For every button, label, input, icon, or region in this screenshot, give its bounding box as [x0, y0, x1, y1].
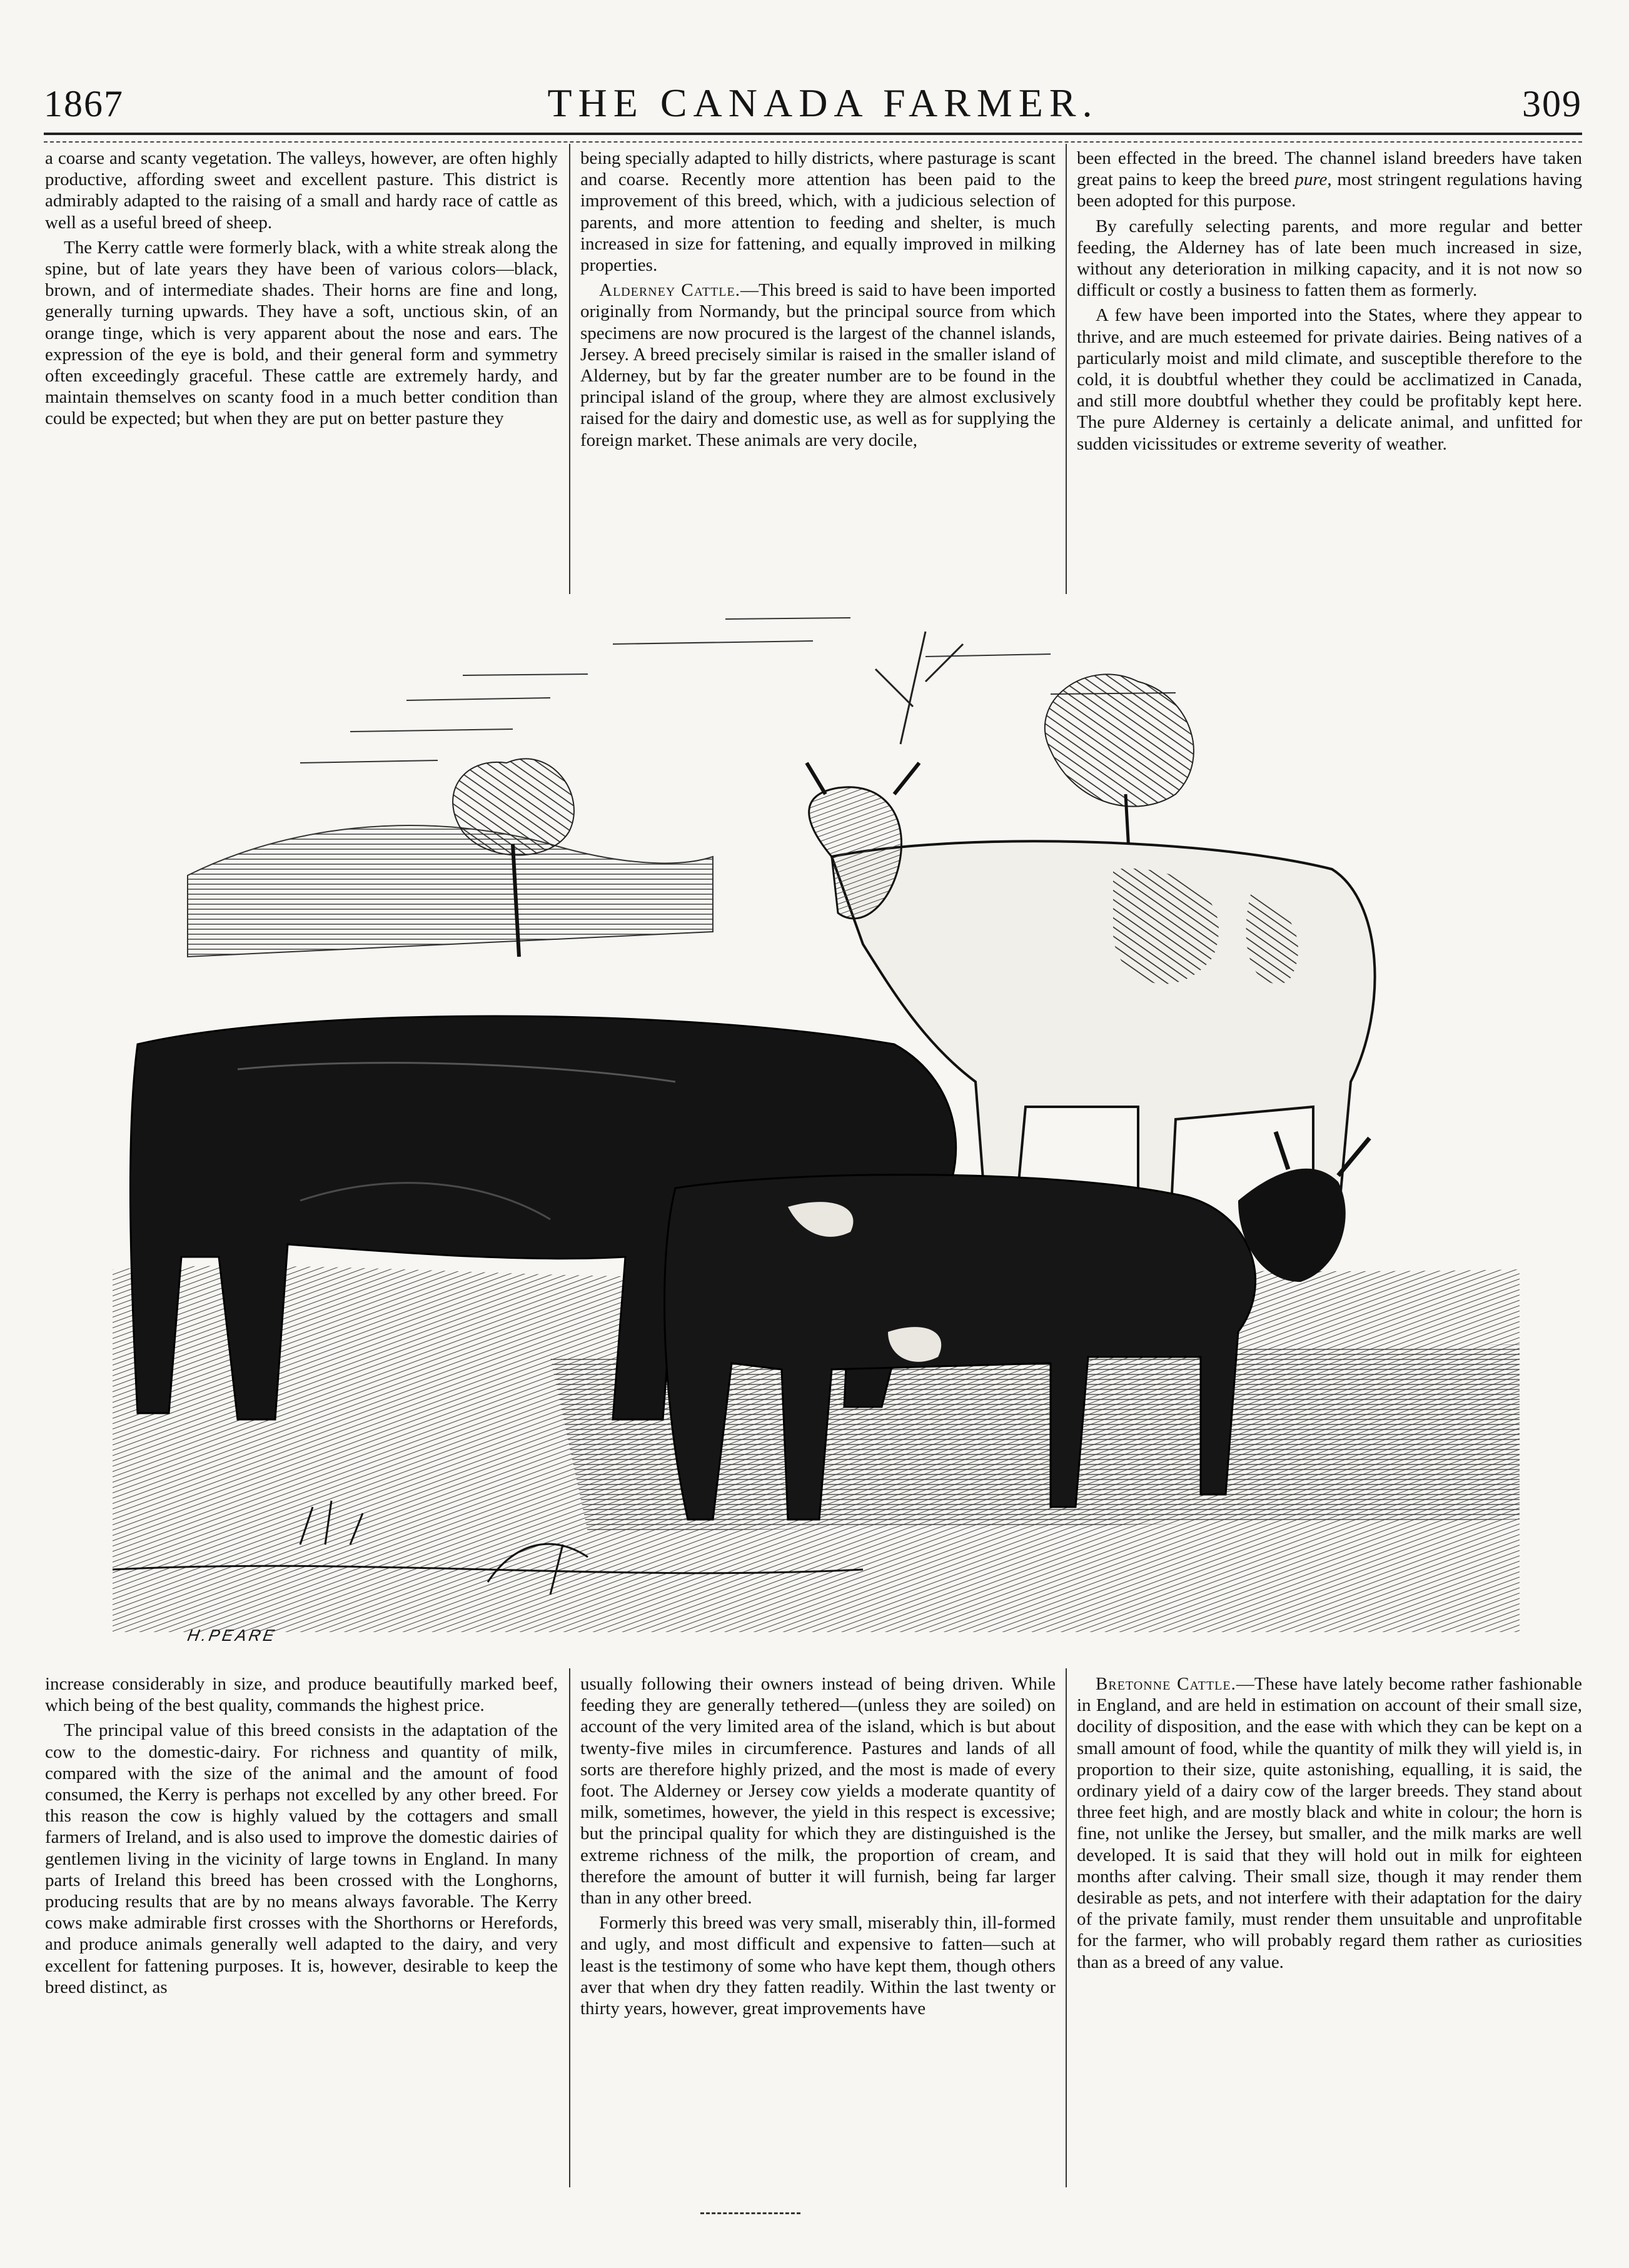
- paragraph: Formerly this breed was very small, miserably thin, ill-formed and ugly, and most difficult and expensive to fatten—such at least is the testimony of some who have kept them, though others aver that when dry they fatten readily. Within the last twenty or thirty years, however, great improvements have: [580, 1913, 1056, 2019]
- section-heading-alderney: Alderney Cattle.: [599, 280, 740, 301]
- cattle-engraving: [113, 607, 1520, 1632]
- column-divider: [1066, 1668, 1067, 2187]
- bottom-column-1: [45, 1673, 558, 2002]
- paragraph: increase considerably in size, and produce beautifully marked beef, which being of the best quality, commands the highest price.: [45, 1674, 558, 1716]
- section-heading-bretonne: Bretonne Cattle.: [1096, 1674, 1236, 1694]
- paragraph: been effected in the breed. The channel island breeders have taken great pains to keep the breed pure, most stringent regulations having been adopted for this purpose.: [1077, 148, 1582, 211]
- top-column-3: [1077, 148, 1582, 458]
- distant-hills: [188, 825, 713, 957]
- column-divider: [569, 1668, 570, 2187]
- page-number: 309: [1522, 83, 1582, 124]
- end-ornament: [700, 2212, 800, 2214]
- paragraph: Alderney Cattle.—This breed is said to have been imported originally from Normandy, but the principal source from which specimens are now procured is the largest of the channel islands, Jersey. A breed precisely similar is raised in the smaller island of Alderney, but by far the greater number are to be found in the principal island of the group, where they are almost exclusively raised for the dairy and domestic use, as well as for supplying the foreign market. These animals are very docile,: [580, 280, 1056, 450]
- masthead: [44, 80, 1582, 125]
- engraver-signature: H.PEARE: [186, 1626, 278, 1645]
- paragraph: By carefully selecting parents, and more regular and better feeding, the Alderney has of late been much increased in size, without any deterioration in milking capacity, and it is not now so difficult or costly a business to fatten them as formerly.: [1077, 216, 1582, 301]
- top-column-1: [45, 148, 558, 433]
- paragraph: The Kerry cattle were formerly black, with a white streak along the spine, but of late years they have been of various colors—black, brown, and of intermediate shades. Their horns are fine and long, generally turning upwards. They have a soft, unctious skin, of an orange tinge, which is very apparent about the nose and ears. The expression of the eye is bold, and their general form and symmetry often exceedingly graceful. These cattle are extremely hardy, and maintain themselves on scanty food in a much better condition than could be expected; but when they are put on better pasture they: [45, 237, 558, 429]
- paragraph: a coarse and scanty vegetation. The valleys, however, are often highly productive, affording sweet and excellent pasture. This district is admirably adapted to the raising of a small and hardy race of cattle as well as a useful breed of sheep.: [45, 148, 558, 233]
- column-divider: [569, 144, 570, 594]
- issue-year: 1867: [44, 83, 124, 124]
- paragraph: A few have been imported into the States, where they appear to thrive, and are much esteemed for private dairies. Being natives of a particularly moist and mild climate, and susceptible therefore to the cold, it is doubtful whether they could be acclimatized in Canada, and still more doubtful whether they could be profitably kept here. The pure Alderney is certainly a delicate animal, and unfitted for sudden vicissitudes or extreme severity of weather.: [1077, 305, 1582, 454]
- paragraph: The principal value of this breed consists in the adaptation of the cow to the domestic-dairy. For richness and quantity of milk, compared with the size of the animal and the amount of food consumed, the Kerry is perhaps not excelled by any other breed. For this reason the cow is highly valued by the cottagers and small farmers of Ireland, and is also used to improve the domestic dairies of gentlemen living in the vicinity of large towns in England. In many parts of Ireland this breed has been crossed with the Longhorns, producing results that are by no means always favorable. The Kerry cows make admirable first crosses with the Shorthorns or Herefords, and produce animals generally well adapted to the dairy, and very excellent for fattening purposes. It is, however, desirable to keep the breed distinct, as: [45, 1720, 558, 1997]
- bottom-column-3: [1077, 1673, 1582, 1977]
- paragraph: Bretonne Cattle.—These have lately become rather fashionable in England, and are held in estimation on account of their small size, docility of disposition, and the ease with which they can be kept on a small amount of food, while the quantity of milk they will yield is, in proportion to their size, quite astonishing, equalling, it is said, the ordinary yield of a dairy cow of the larger breeds. They stand about three feet high, and are mostly black and white in colour; the horn is fine, not unlike the Jersey, but smaller, and the milk marks are well developed. It is said that they will hold out in milk for eighteen months after calving. Their small size, though it may render them desirable as pets, and not interfere with their adaptation for the dairy of the private family, must render them unsuitable and unprofitable for the farmer, who will probably regard them rather as curiosities than as a breed of any value.: [1077, 1674, 1583, 1972]
- paragraph: usually following their owners instead of being driven. While feeding they are generally tethered—(unless they are soiled) on account of the very limited area of the island, which is but about twenty-five miles in circumference. Pastures and lands of all sorts are therefore highly prized, and the most is made of every foot. The Alderney or Jersey cow yields a moderate quantity of milk, sometimes, however, the yield in this respect is excessive; but the principal quality for which they are distinguished is the extreme richness of the milk, the proportion of cream, and therefore the amount of butter it will furnish, being far larger than in any other breed.: [580, 1674, 1056, 1908]
- bottom-column-2: [580, 1673, 1056, 2023]
- column-divider: [1066, 144, 1067, 594]
- header-rule: [44, 133, 1582, 143]
- publication-title: THE CANADA FARMER.: [547, 81, 1099, 125]
- top-column-2: [580, 148, 1056, 455]
- sky-hatching: [300, 618, 1176, 763]
- paragraph: being specially adapted to hilly districts, where pasturage is scant and coarse. Recently more attention has been paid to the improvement of this breed, which, with a judicious selection of parents, and more attention to feeding and shelter, is much increased in size for fattening, and equally improved in milking properties.: [580, 148, 1056, 276]
